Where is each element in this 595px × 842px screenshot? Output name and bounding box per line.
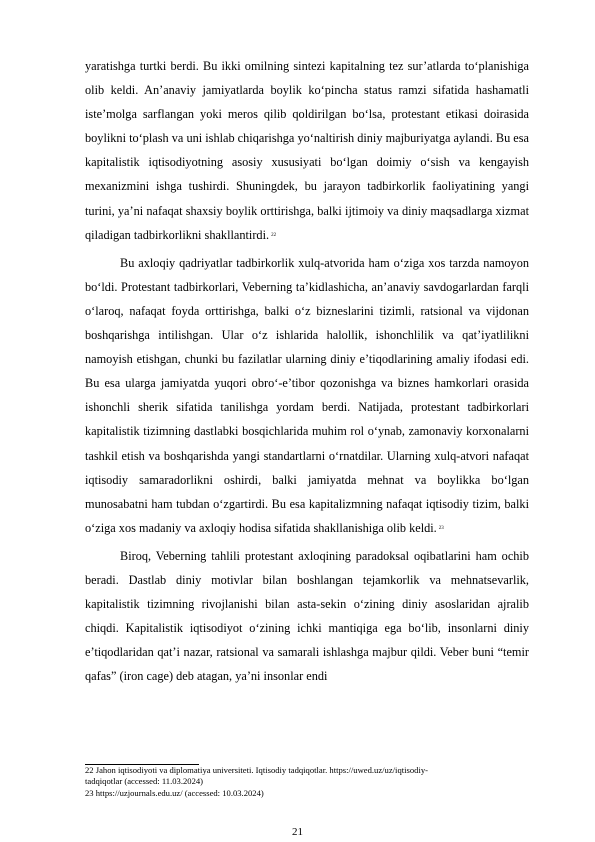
paragraph: [85, 251, 529, 541]
paragraph: [85, 544, 529, 689]
page-number: 21: [292, 826, 303, 838]
footnotes: [85, 765, 529, 799]
paragraph-text: Bu axloqiy qadriyatlar tadbirkorlik xulq-atvorida ham o‘ziga xos tarzda namoyon bo‘ldi. Protestant tadbirkorlari, Veberning ta’kidlashicha, an’anaviy savdogarlardan farqli o‘laroq, nafaqat foyda orttirishga, balki o‘z bizneslarini tizimli, ratsional va vijdonan boshqarishga intilishgan. Ular o‘z ishlarida halollik, ishonchlilik va qat’iyatlilikni namoyish etishgan, chunki bu fazilatlar ularning diniy e’tiqodlarining amaliy ifodasi edi. Bu esa ularga jamiyatda yuqori obro‘-e’tibor qozonishga va biznes hamkorlari orasida ishonchli sherik sifatida tanilishga yordam berdi. Natijada, protestant tadbirkorlari kapitalistik tizimning dastlabki bosqichlarida muhim rol o‘ynab, zamonaviy korxonalarni tashkil etish va boshqarishda yangi standartlarni o‘rnatdilar. Ularning xulq-atvori nafaqat iqtisodiy samaradorlikni oshirdi, balki jamiyatda mehnat va boylikka bo‘lgan munosabatni ham tubdan o‘zgartirdi. Bu esa kapitalizmning nafaqat iqtisodiy tizim, balki o‘ziga xos madaniy va axloqiy hodisa sifatida shakllanishiga olib keldi.: [85, 255, 529, 535]
paragraph: [85, 54, 529, 248]
footnote-line: tadqiqotlar (accessed: 11.03.2024): [85, 776, 204, 787]
footnote-line: 22 Jahon iqtisodiyoti va diplomatiya universiteti. Iqtisodiy tadqiqotlar. https://uwed.uz/uz/iqtisodiy-: [85, 765, 428, 775]
footnote-reference: 22: [271, 232, 277, 238]
paragraph-text: Biroq, Veberning tahlili protestant axloqining paradoksal oqibatlarini ham ochib beradi. Dastlab diniy motivlar bilan boshlangan tejamkorlik va mehnatsevarlik, kapitalistik tizimning rivojlanishi bilan asta-sekin o‘zining diniy asoslaridan ajralib chiqdi. Kapitalistik iqtisodiyot o‘zining ichki mantiqiga ega bo‘lib, insonlarni diniy e’tiqodlaridan qat’i nazar, ratsional va samarali ishlashga majbur qildi. Veber buni “temir qafas” (iron cage) deb atagan, ya’ni insonlar endi: [85, 548, 529, 684]
body-text: [85, 54, 529, 688]
footnote-line: 23 https://uzjournals.edu.uz/ (accessed: 10.03.2024): [85, 787, 264, 798]
footnote-reference: 23: [438, 525, 444, 531]
paragraph-text: yaratishga turtki berdi. Bu ikki omilning sintezi kapitalning tez sur’atlarda to‘planishiga olib keldi. An’anaviy jamiyatlarda boylik ko‘pincha status ramzi sifatida hashamatli iste’molga sarflangan yoki meros qilib qoldirilgan bo‘lsa, protestant etikasi doirasida boylikni to‘plash va uni ishlab chiqarishga yo‘naltirish diniy majburiyatga aylandi. Bu esa kapitalistik iqtisodiyotning asosiy xususiyati bo‘lgan doimiy o‘sish va kengayish mexanizmini ishga tushirdi. Shuningdek, bu jarayon tadbirkorlik faoliyatining yangi turini, ya’ni nafaqat shaxsiy boylik orttirishga, balki ijtimoiy va diniy maqsadlarga xizmat qiladigan tadbirkorlikni shakllantirdi.: [85, 59, 529, 242]
